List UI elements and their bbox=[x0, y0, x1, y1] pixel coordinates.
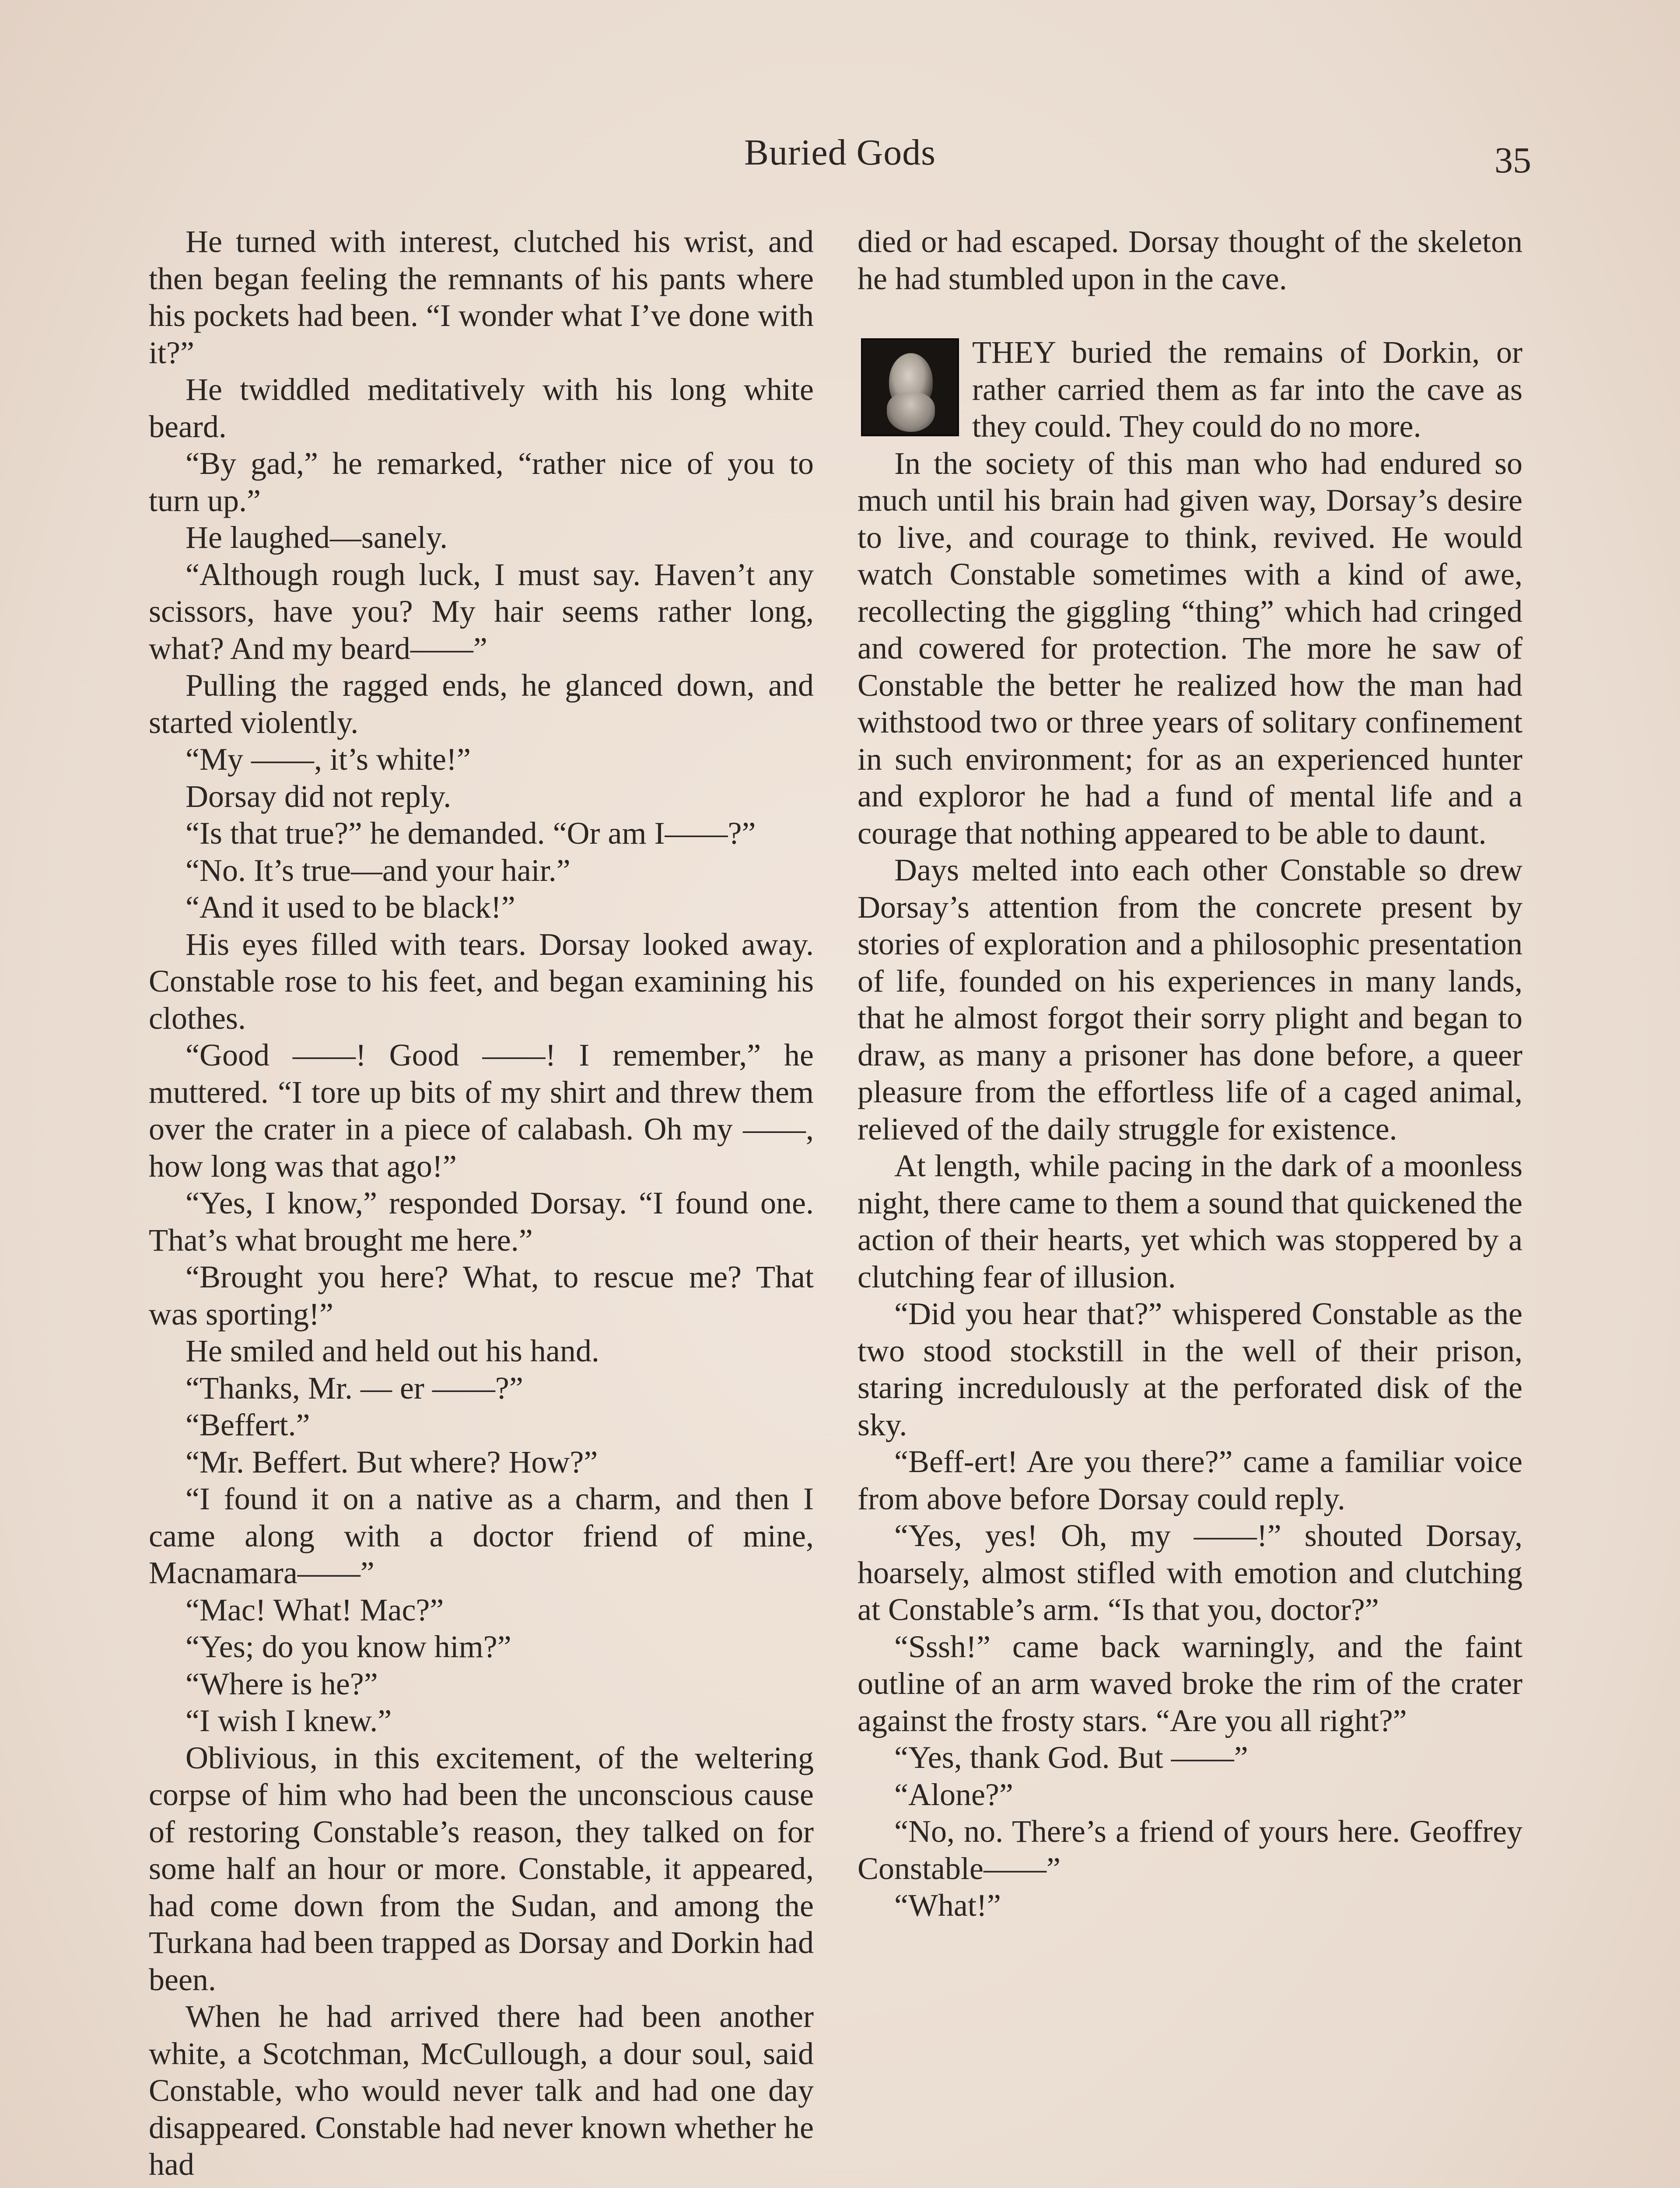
paragraph: “Yes, yes! Oh, my ——!” shouted Dorsay, hoarsely, almost stifled with emotion and clutching at Constable’s arm. “Is that you, doctor?” bbox=[858, 1518, 1522, 1627]
paragraph: “No, no. There’s a friend of yours here. Geoffrey Constable——” bbox=[858, 1814, 1522, 1886]
paragraph: “By gad,” he remarked, “rather nice of you to turn up.” bbox=[149, 446, 814, 518]
paragraph: “Good ——! Good ——! I remember,” he muttered. “I tore up bits of my shirt and threw them over the crater in a piece of calabash. Oh my ——, how long was that ago!” bbox=[149, 1038, 814, 1184]
paragraph: “Sssh!” came back warningly, and the faint outline of an arm waved broke the rim of the crater against the frosty stars. “Are you all right?” bbox=[858, 1629, 1522, 1738]
paragraph: Days melted into each other Constable so drew Dorsay’s attention from the concrete present by stories of exploration and a philosophic presentation of life, founded on his experiences in many lands, that he almost forgot their sorry plight and began to draw, as many a prisoner has done before, a queer pleasure from the effortless life of a caged animal, relieved of the daily struggle for existence. bbox=[858, 852, 1522, 1147]
portrait-illustration bbox=[861, 338, 959, 436]
paragraph: “Alone?” bbox=[894, 1777, 1013, 1812]
paragraph: His eyes filled with tears. Dorsay looked away. Constable rose to his feet, and began examining his clothes. bbox=[149, 926, 814, 1036]
paragraph: “Mr. Beffert. But where? How?” bbox=[186, 1444, 598, 1480]
paragraph: “No. It’s true—and your hair.” bbox=[186, 852, 570, 888]
paragraph: “Thanks, Mr. — er ——?” bbox=[186, 1370, 523, 1406]
right-column bbox=[858, 223, 1522, 2188]
paragraph: He twiddled meditatively with his long white beard. bbox=[149, 372, 814, 444]
paragraph: When he had arrived there had been another white, a Scotchman, McCullough, a dour soul, said Constable, who would never talk and had one day disappeared. Constable had never known whether he had bbox=[149, 1999, 814, 2182]
paragraph: At length, while pacing in the dark of a moonless night, there came to them a sound that quickened the action of their hearts, yet which was stoppered by a clutching fear of illusion. bbox=[858, 1148, 1522, 1294]
paragraph: “My ——, it’s white!” bbox=[186, 742, 471, 777]
paragraph: “I found it on a native as a charm, and then I came along with a doctor friend of mine, Macnamara——” bbox=[149, 1481, 814, 1590]
paragraph: Dorsay did not reply. bbox=[186, 778, 452, 814]
paragraph: Pulling the ragged ends, he glanced down, and started violently. bbox=[149, 668, 814, 740]
paragraph: In the society of this man who had endured so much until his brain had given way, Dorsay’s desire to live, and courage to think, revived. He would watch Constable sometimes with a kind of awe, recollecting the giggling “thing” which had cringed and cowered for protection. The more he saw of Constable the better he realized how the man had withstood two or three years of solitary confinement in such environment; for as an experienced hunter and exploror he had a fund of mental life and a courage that nothing appeared to be able to daunt. bbox=[858, 445, 1522, 851]
paragraph: “Is that true?” he demanded. “Or am I——?” bbox=[186, 816, 756, 851]
page-number: 35 bbox=[1494, 140, 1531, 181]
paragraph: “Although rough luck, I must say. Haven’t any scissors, have you? My hair seems rather long, what? And my beard——” bbox=[149, 557, 814, 666]
paragraph: “And it used to be black!” bbox=[186, 890, 515, 925]
paragraph: “Yes; do you know him?” bbox=[186, 1629, 511, 1664]
paragraph: “Mac! What! Mac?” bbox=[186, 1592, 444, 1627]
paragraph: Oblivious, in this excitement, of the weltering corpse of him who had been the unconscious cause of restoring Constable’s reason, they talked on for some half an hour or more. Constable, it appeared, had come down from the Sudan, and among the Turkana had been trapped as Dorsay and Dorkin had been. bbox=[149, 1740, 814, 1997]
paragraph: “Yes, thank God. But ——” bbox=[894, 1740, 1248, 1775]
paragraph: “Did you hear that?” whispered Constable as the two stood stockstill in the well of their prison, staring incredulously at the perforated disk of the sky. bbox=[858, 1296, 1522, 1442]
left-column bbox=[149, 223, 814, 2188]
running-head-title: Buried Gods bbox=[744, 132, 936, 173]
paragraph: He smiled and held out his hand. bbox=[186, 1333, 599, 1368]
paragraph: “Brought you here? What, to rescue me? That was sporting!” bbox=[149, 1259, 814, 1332]
paragraph: “Where is he?” bbox=[186, 1666, 378, 1701]
paragraph: “Beffert.” bbox=[186, 1407, 310, 1442]
paragraph: “What!” bbox=[894, 1888, 1001, 1923]
section-opening-paragraph: THEY buried the remains of Dorkin, or rather carried them as far into the cave as they could. They could do no more. bbox=[972, 335, 1522, 444]
section-break bbox=[858, 334, 1522, 445]
paragraph: He laughed—sanely. bbox=[186, 520, 448, 555]
paragraph: “I wish I knew.” bbox=[186, 1703, 392, 1738]
paragraph-continued: died or had escaped. Dorsay thought of the skeleton he had stumbled upon in the cave. bbox=[858, 224, 1522, 296]
portrait-beard bbox=[887, 393, 935, 432]
paragraph: He turned with interest, clutched his wrist, and then began feeling the remnants of his pants where his pockets had been. “I wonder what I’ve done with it?” bbox=[149, 224, 814, 370]
paragraph: “Yes, I know,” responded Dorsay. “I found one. That’s what brought me here.” bbox=[149, 1185, 814, 1258]
paragraph: “Beff-ert! Are you there?” came a familiar voice from above before Dorsay could reply. bbox=[858, 1444, 1522, 1516]
